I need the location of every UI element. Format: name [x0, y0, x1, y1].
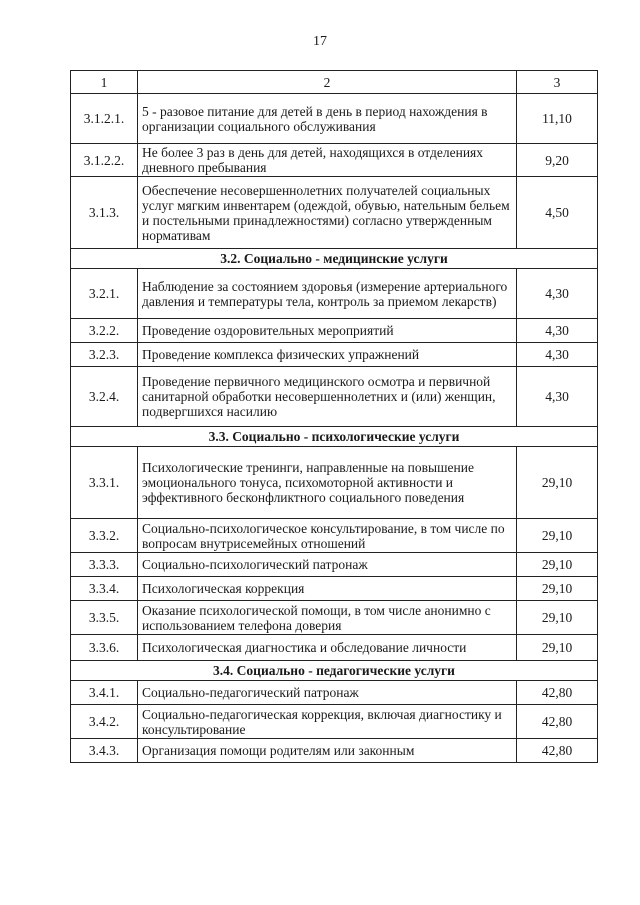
service-code: 3.1.2.2. [71, 144, 138, 177]
service-code: 3.3.1. [71, 447, 138, 519]
service-description: Не более 3 раз в день для детей, находящихся в отделениях дневного пребывания [138, 144, 517, 177]
table-row [71, 601, 598, 635]
tariff-value: 4,30 [517, 367, 598, 427]
table-row [71, 144, 598, 177]
service-description: Социально-педагогический патронаж [138, 681, 517, 705]
service-description: Психологические тренинги, направленные на повышение эмоционального тонуса, психомоторной активности и эффективного бесконфликтного социального поведения [138, 447, 517, 519]
tariff-value: 4,50 [517, 177, 598, 249]
service-description: Оказание психологической помощи, в том числе анонимно с использованием телефона доверия [138, 601, 517, 635]
section-title: 3.3. Социально - психологические услуги [71, 427, 598, 447]
service-description: Обеспечение несовершеннолетних получателей социальных услуг мягким инвентарем (одеждой, обувью, нательным бельем и постельными принадлежностями) согласно утвержденным нормативам [138, 177, 517, 249]
column-header-2: 2 [138, 71, 517, 94]
table-row [71, 343, 598, 367]
service-description: 5 - разовое питание для детей в день в период нахождения в организации социального обслуживания [138, 94, 517, 144]
table-row [71, 269, 598, 319]
tariff-value: 42,80 [517, 705, 598, 739]
tariff-value: 29,10 [517, 447, 598, 519]
service-code: 3.2.1. [71, 269, 138, 319]
service-code: 3.4.2. [71, 705, 138, 739]
page-number: 17 [313, 34, 327, 49]
tariff-value: 42,80 [517, 681, 598, 705]
service-code: 3.2.4. [71, 367, 138, 427]
service-description: Социально-психологическое консультирование, в том числе по вопросам внутрисемейных отношений [138, 519, 517, 553]
section-header-row [71, 249, 598, 269]
table-row [71, 681, 598, 705]
table-row [71, 577, 598, 601]
service-description: Психологическая коррекция [138, 577, 517, 601]
service-code: 3.3.6. [71, 635, 138, 661]
service-code: 3.3.3. [71, 553, 138, 577]
section-header-row [71, 661, 598, 681]
table-row [71, 447, 598, 519]
tariff-value: 9,20 [517, 144, 598, 177]
service-description: Социально-педагогическая коррекция, включая диагностику и консультирование [138, 705, 517, 739]
service-code: 3.3.5. [71, 601, 138, 635]
service-code: 3.2.2. [71, 319, 138, 343]
column-header-1: 1 [71, 71, 138, 94]
tariff-value: 29,10 [517, 519, 598, 553]
table-row [71, 553, 598, 577]
service-description: Проведение оздоровительных мероприятий [138, 319, 517, 343]
service-description: Наблюдение за состоянием здоровья (измерение артериального давления и температуры тела, контроль за приемом лекарств) [138, 269, 517, 319]
service-description: Организация помощи родителям или законным [138, 739, 517, 763]
table-header-row [71, 71, 598, 94]
services-tariff-table [70, 70, 598, 763]
tariff-value: 29,10 [517, 601, 598, 635]
column-header-3: 3 [517, 71, 598, 94]
tariff-value: 4,30 [517, 343, 598, 367]
table-row [71, 319, 598, 343]
section-title: 3.2. Социально - медицинские услуги [71, 249, 598, 269]
tariff-value: 11,10 [517, 94, 598, 144]
service-code: 3.4.3. [71, 739, 138, 763]
table-body [71, 71, 598, 763]
section-title: 3.4. Социально - педагогические услуги [71, 661, 598, 681]
service-code: 3.2.3. [71, 343, 138, 367]
tariff-value: 4,30 [517, 319, 598, 343]
table-row [71, 94, 598, 144]
tariff-value: 29,10 [517, 577, 598, 601]
service-code: 3.1.2.1. [71, 94, 138, 144]
tariff-value: 29,10 [517, 553, 598, 577]
table-row [71, 635, 598, 661]
service-code: 3.4.1. [71, 681, 138, 705]
tariff-value: 42,80 [517, 739, 598, 763]
section-header-row [71, 427, 598, 447]
service-description: Социально-психологический патронаж [138, 553, 517, 577]
service-code: 3.3.4. [71, 577, 138, 601]
service-description: Проведение комплекса физических упражнений [138, 343, 517, 367]
service-description: Проведение первичного медицинского осмотра и первичной санитарной обработки несовершеннолетних и (или) женщин, подвергшихся насилию [138, 367, 517, 427]
table-row [71, 739, 598, 763]
service-description: Психологическая диагностика и обследование личности [138, 635, 517, 661]
service-code: 3.3.2. [71, 519, 138, 553]
table-row [71, 367, 598, 427]
table-row [71, 519, 598, 553]
service-code: 3.1.3. [71, 177, 138, 249]
tariff-value: 4,30 [517, 269, 598, 319]
tariff-value: 29,10 [517, 635, 598, 661]
table-row [71, 177, 598, 249]
table-row [71, 705, 598, 739]
